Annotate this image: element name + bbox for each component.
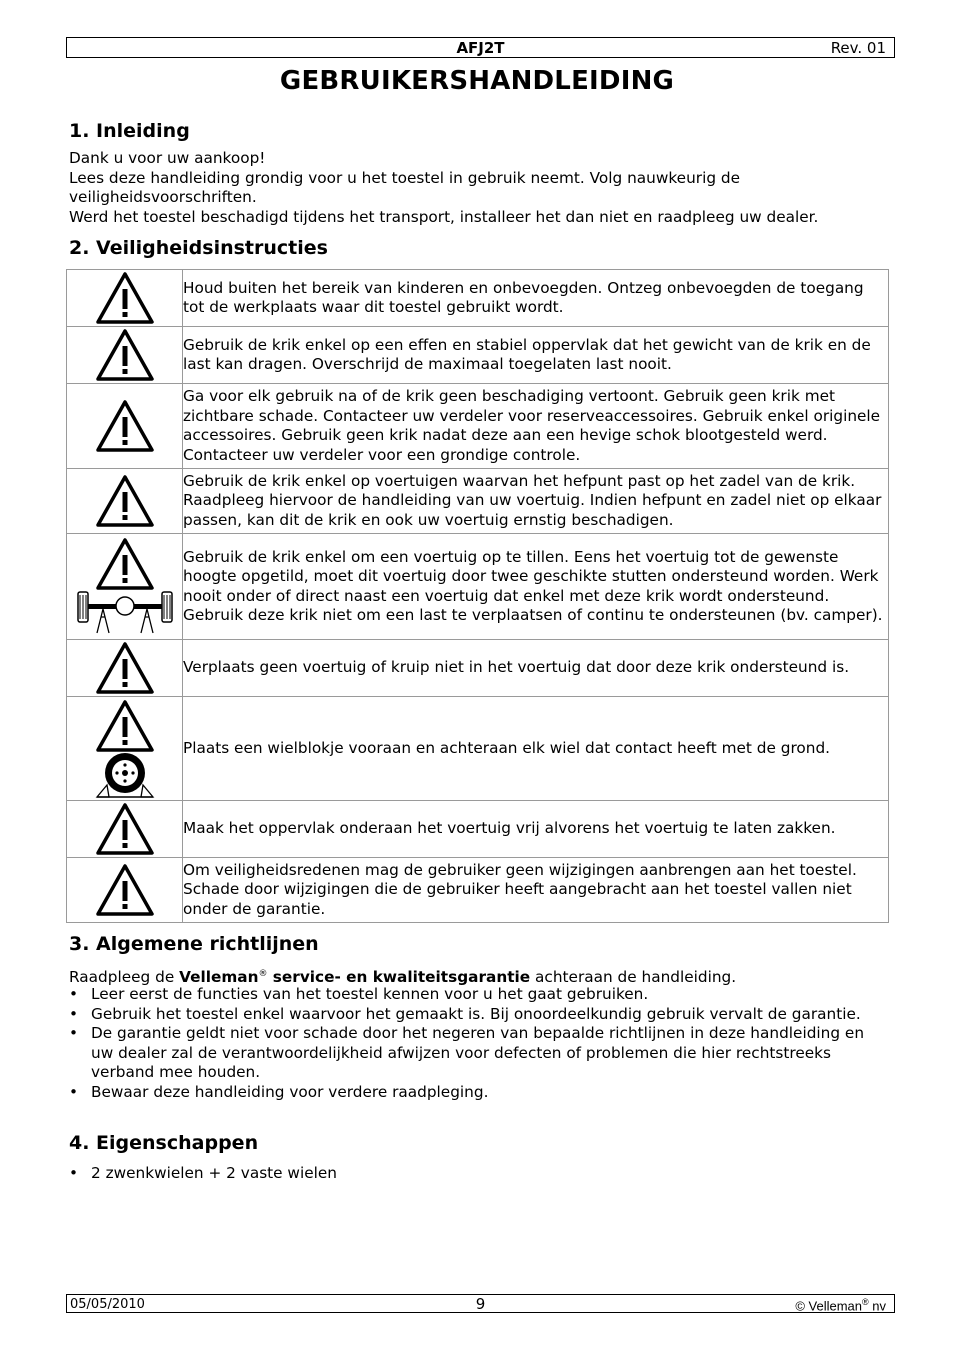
safety-row bbox=[67, 327, 889, 384]
guarantee-name: service- en kwaliteitsgarantie bbox=[267, 968, 531, 987]
bullet: • bbox=[69, 1004, 79, 1023]
safety-row bbox=[67, 858, 889, 923]
copyright-suffix: nv bbox=[868, 1298, 886, 1314]
footer-date: 05/05/2010 bbox=[70, 1297, 145, 1312]
safety-row bbox=[67, 640, 889, 697]
safety-text: Houd buiten het bereik van kinderen en onbevoegden. Ontzeg onbevoegden de toegang tot de werkplaats waar dit toestel gebruikt wordt. bbox=[183, 270, 889, 327]
safety-row bbox=[67, 469, 889, 534]
warning-triangle-icon bbox=[67, 469, 183, 534]
copyright bbox=[795, 1297, 886, 1313]
list-item bbox=[69, 985, 889, 1005]
safety-text: Maak het oppervlak onderaan het voertuig vrij alvorens het voertuig te laten zakken. bbox=[183, 801, 889, 858]
list-item-text: 2 zwenkwielen + 2 vaste wielen bbox=[91, 1164, 337, 1182]
safety-row bbox=[67, 697, 889, 801]
safety-text: Om veiligheidsredenen mag de gebruiker geen wijzigingen aanbrengen aan het toestel. Schade door wijzigingen die de gebruiker heeft aangebracht aan het toestel vallen niet onder de garantie. bbox=[183, 858, 889, 923]
safety-text: Gebruik de krik enkel op een effen en stabiel oppervlak dat het gewicht van de krik en de last kan dragen. Overschrijd de maximaal toegelaten last nooit. bbox=[183, 327, 889, 384]
safety-text: Ga voor elk gebruik na of de krik geen beschadiging vertoont. Gebruik geen krik met zichtbare schade. Contacteer uw verdeler voor reserveaccessoires. Gebruik enkel originele accessoires. Gebruik geen krik nadat deze aan een hevige schok blootgesteld werd. Contacteer uw verdeler voor een grondige controle. bbox=[183, 384, 889, 469]
safety-row bbox=[67, 801, 889, 858]
bullet: • bbox=[69, 1164, 79, 1182]
model-number: AFJ2T bbox=[456, 39, 505, 57]
safety-text: Plaats een wielblokje vooraan en achteraan elk wiel dat contact heeft met de grond. bbox=[183, 697, 889, 801]
features-list bbox=[69, 1164, 889, 1184]
safety-text: Verplaats geen voertuig of kruip niet in het voertuig dat door deze krik ondersteund is. bbox=[183, 640, 889, 697]
safety-row bbox=[67, 534, 889, 640]
section-heading-inleiding: 1. Inleiding bbox=[69, 120, 190, 142]
list-item bbox=[69, 1164, 889, 1184]
list-item bbox=[69, 1083, 889, 1103]
intro-line: Werd het toestel beschadigd tijdens het transport, installeer het dan niet en raadpleeg uw dealer. bbox=[69, 207, 819, 226]
safety-table bbox=[66, 269, 889, 923]
list-item-text: Bewaar deze handleiding voor verdere raadpleging. bbox=[91, 1082, 489, 1101]
bullet: • bbox=[69, 1024, 79, 1042]
registered-mark: ® bbox=[258, 969, 268, 979]
list-item-text: Gebruik het toestel enkel waarvoor het gemaakt is. Bij onoordeelkundig gebruik vervalt de garantie. bbox=[91, 1004, 861, 1023]
intro-line: Dank u voor uw aankoop! bbox=[69, 149, 266, 167]
warning-triangle-wheel-chock-icon bbox=[67, 697, 183, 801]
warning-triangle-icon bbox=[67, 384, 183, 469]
guidelines-list bbox=[69, 985, 889, 1102]
list-item bbox=[69, 1005, 889, 1025]
intro-suffix: achteraan de handleiding. bbox=[530, 968, 737, 987]
warning-triangle-icon bbox=[67, 640, 183, 697]
bullet: • bbox=[69, 1082, 79, 1101]
safety-text: Gebruik de krik enkel op voertuigen waarvan het hefpunt past op het zadel van de krik. Raadpleeg hiervoor de handleiding van uw voertuig. Indien hefpunt en zadel niet op elkaar passen, kan dit de krik en ook uw voertuig ernstig beschadigen. bbox=[183, 469, 889, 534]
section-heading-eigenschappen: 4. Eigenschappen bbox=[69, 1132, 259, 1154]
page-number: 9 bbox=[475, 1295, 486, 1313]
section-heading-algemene-richtlijnen: 3. Algemene richtlijnen bbox=[69, 933, 319, 955]
revision: Rev. 01 bbox=[830, 39, 886, 57]
page-title: GEBRUIKERSHANDLEIDING bbox=[279, 66, 675, 96]
warning-triangle-icon bbox=[67, 327, 183, 384]
brand-name: Velleman bbox=[179, 968, 259, 987]
safety-row bbox=[67, 384, 889, 469]
registered-mark: ® bbox=[862, 1297, 869, 1307]
warning-triangle-icon bbox=[67, 858, 183, 923]
warning-triangle-icon bbox=[67, 270, 183, 327]
bullet: • bbox=[69, 985, 79, 1003]
safety-row bbox=[67, 270, 889, 327]
list-item-text: Leer eerst de functies van het toestel kennen voor u het gaat gebruiken. bbox=[91, 985, 649, 1003]
intro-line: veiligheidsvoorschriften. bbox=[69, 188, 257, 206]
footer-bar bbox=[66, 1294, 895, 1313]
safety-text: Gebruik de krik enkel om een voertuig op te tillen. Eens het voertuig tot de gewenste hoogte opgetild, moet dit voertuig door twee geschikte stutten ondersteund worden. Werk nooit onder of direct naast een voertuig dat enkel met deze krik wordt ondersteund. Gebruik deze krik niet om een last te verplaatsen of continu te ondersteunen (bv. camper). bbox=[183, 534, 889, 640]
warning-triangle-icon bbox=[67, 801, 183, 858]
section-heading-veiligheidsinstructies: 2. Veiligheidsinstructies bbox=[69, 237, 328, 259]
intro-text bbox=[69, 149, 818, 227]
list-item bbox=[69, 1024, 889, 1083]
header-bar bbox=[66, 37, 895, 58]
intro-line: Lees deze handleiding grondig voor u het toestel in gebruik neemt. Volg nauwkeurig de bbox=[69, 168, 741, 187]
copyright-prefix: © Velleman bbox=[795, 1298, 863, 1314]
list-item-text: De garantie geldt niet voor schade door het negeren van bepaalde richtlijnen in deze handleiding en uw dealer zal de verantwoordelijkheid afwijzen voor defecten of problemen die hier rechtstreeks verband mee houden. bbox=[91, 1024, 865, 1081]
warning-triangle-axle-stands-icon bbox=[67, 534, 183, 640]
intro-prefix: Raadpleeg de bbox=[69, 968, 180, 987]
